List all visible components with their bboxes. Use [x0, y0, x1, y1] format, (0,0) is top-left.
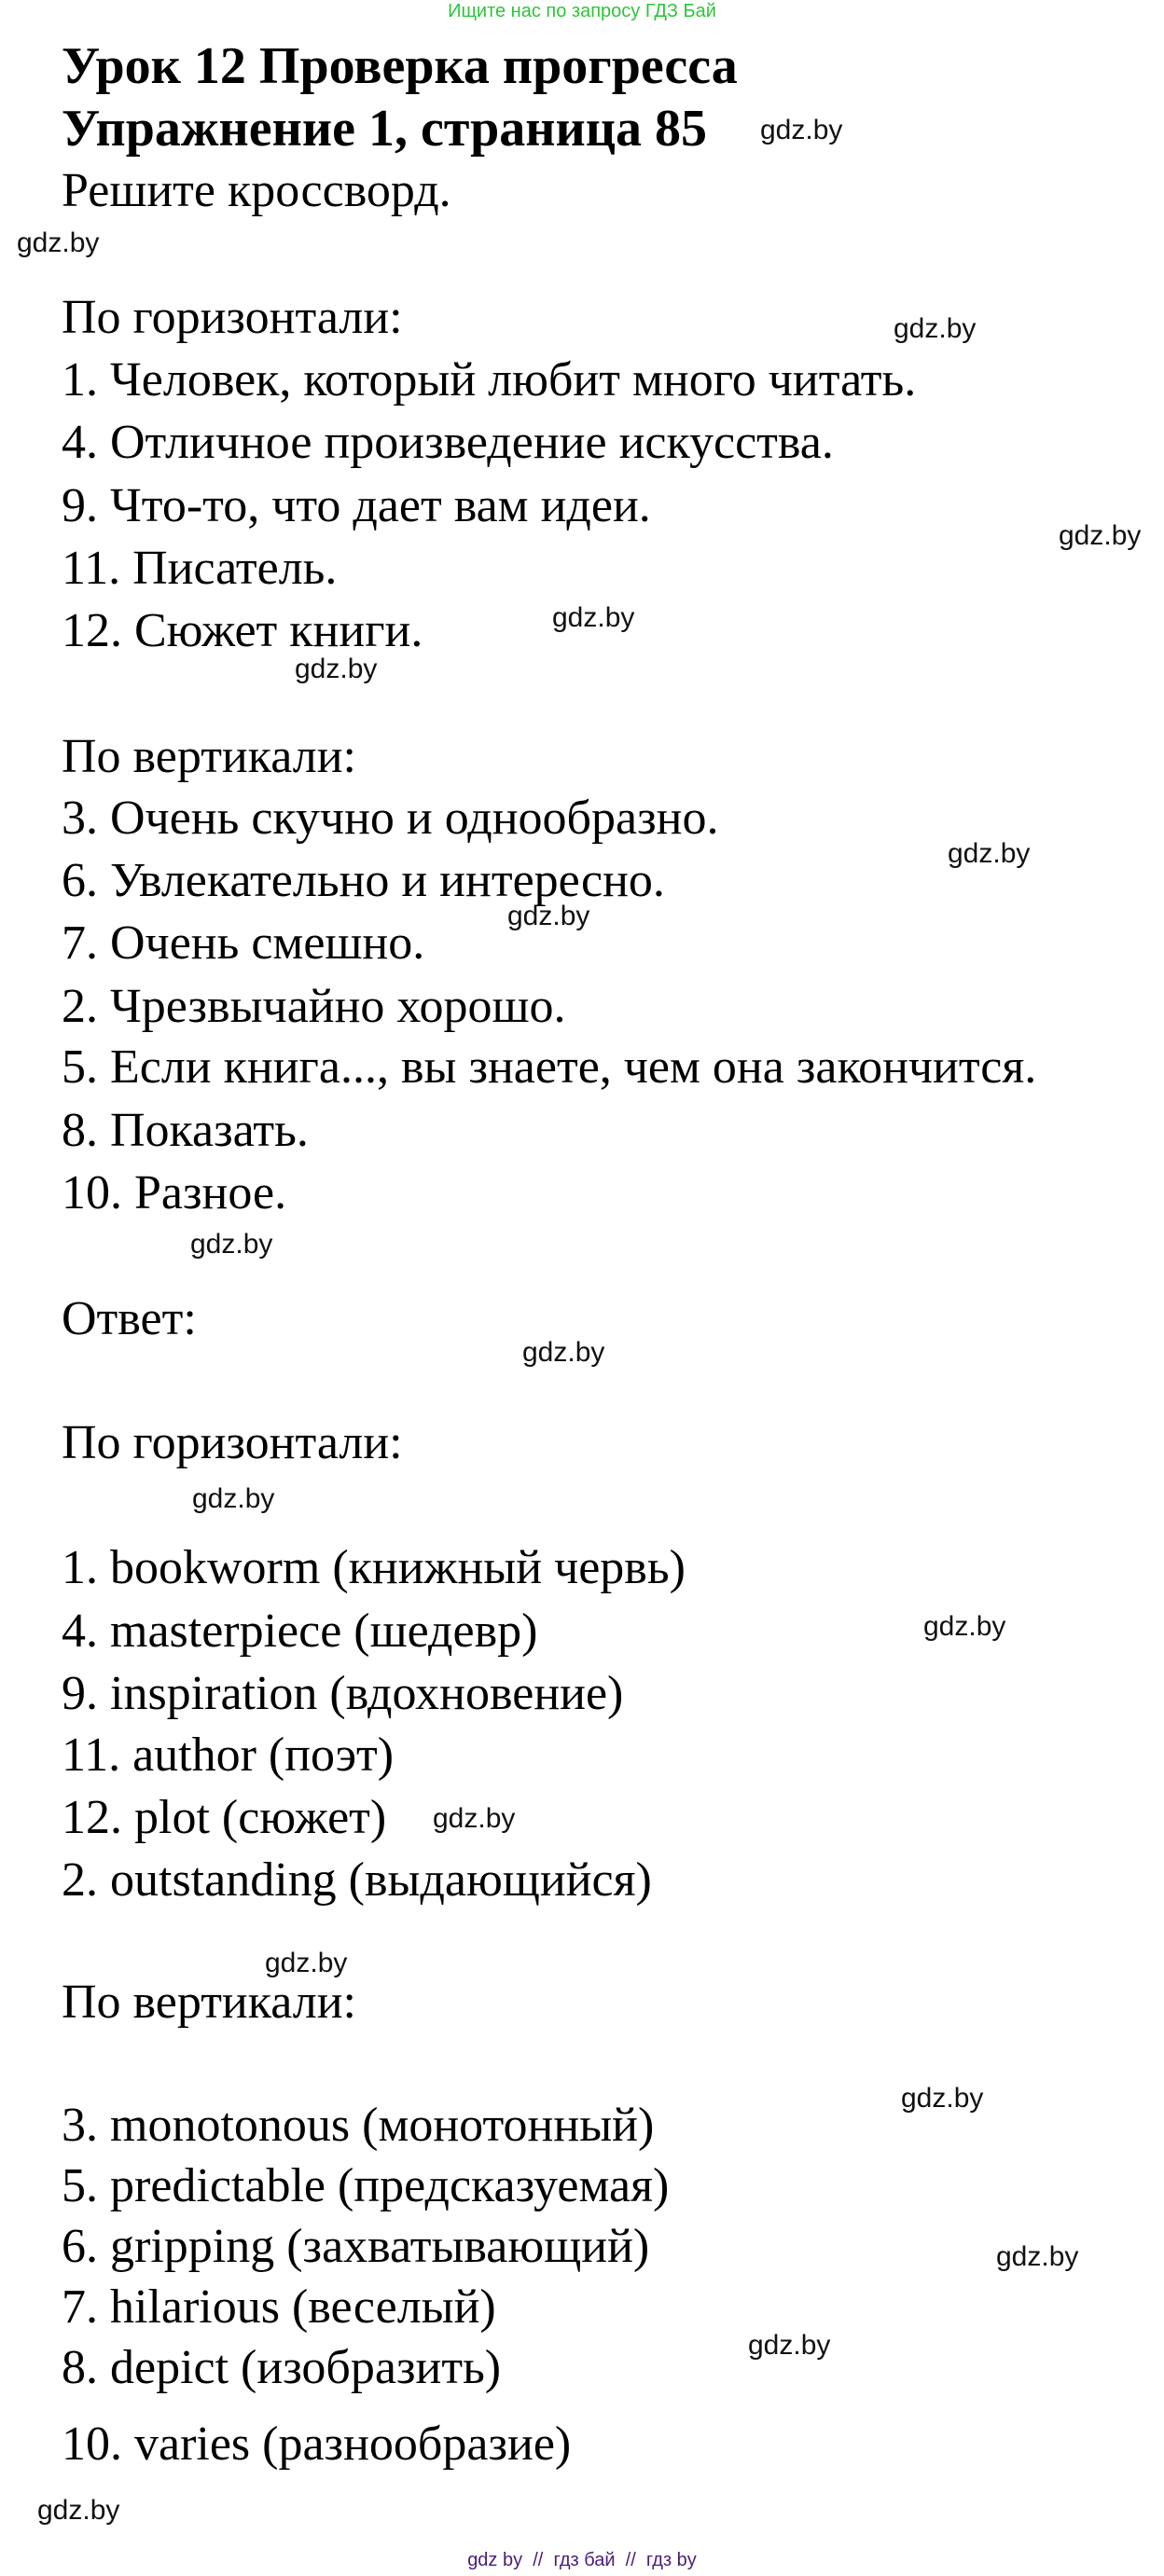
watermark: gdz.by — [948, 838, 1031, 869]
question-across-item: 11. Писатель. — [62, 542, 338, 595]
watermark: gdz.by — [1059, 520, 1142, 551]
question-down-heading: По вертикали: — [62, 730, 356, 783]
watermark: gdz.by — [923, 1611, 1006, 1642]
watermark: gdz.by — [190, 1229, 273, 1260]
answer-down-item: 7. hilarious (веселый) — [62, 2280, 496, 2334]
answer-across-item: 4. masterpiece (шедевр) — [62, 1605, 538, 1658]
answer-across-item: 2. outstanding (выдающийся) — [62, 1853, 652, 1907]
question-across-heading: По горизонтали: — [62, 291, 403, 344]
exercise-subtitle: Упражнение 1, страница 85 — [62, 100, 708, 158]
answer-across-item: 11. author (поэт) — [62, 1729, 395, 1782]
question-down-item: 5. Если книга..., вы знаете, чем она закончится. — [62, 1040, 1037, 1094]
footer-links[interactable]: gdz by // гдз бай // гдз by — [467, 2550, 697, 2570]
watermark: gdz.by — [192, 1483, 275, 1514]
answer-down-item: 6. gripping (захватывающий) — [62, 2220, 650, 2273]
watermark: gdz.by — [17, 227, 100, 258]
task-instruction: Решите кроссворд. — [62, 164, 451, 217]
page-title: Урок 12 Проверка прогресса — [62, 37, 738, 95]
question-across-item: 1. Человек, который любит много читать. — [62, 353, 917, 406]
answer-down-item: 3. monotonous (монотонный) — [62, 2099, 655, 2152]
watermark: gdz.by — [996, 2241, 1079, 2272]
watermark: gdz.by — [507, 901, 590, 931]
answer-down-item: 8. depict (изобразить) — [62, 2341, 502, 2394]
question-across-item: 12. Сюжет книги. — [62, 604, 423, 657]
watermark: gdz.by — [748, 2330, 831, 2361]
watermark: gdz.by — [433, 1803, 516, 1834]
answer-across-item: 9. inspiration (вдохновение) — [62, 1667, 624, 1720]
watermark: gdz.by — [552, 602, 635, 633]
watermark: gdz.by — [760, 115, 843, 145]
watermark: gdz.by — [265, 1948, 348, 1978]
watermark: gdz.by — [522, 1337, 605, 1368]
answer-across-heading: По горизонтали: — [62, 1416, 403, 1469]
question-across-item: 9. Что-то, что дает вам идеи. — [62, 479, 651, 532]
watermark: gdz.by — [894, 313, 977, 344]
question-down-item: 8. Показать. — [62, 1104, 309, 1157]
watermark: gdz.by — [901, 2083, 984, 2114]
watermark: gdz.by — [295, 654, 378, 684]
question-down-item: 2. Чрезвычайно хорошо. — [62, 980, 566, 1033]
answer-across-item: 12. plot (сюжет) — [62, 1791, 387, 1844]
question-across-item: 4. Отличное произведение искусства. — [62, 416, 834, 469]
answer-down-item: 5. predictable (предсказуемая) — [62, 2159, 670, 2212]
answer-heading: Ответ: — [62, 1292, 197, 1345]
question-down-item: 3. Очень скучно и однообразно. — [62, 792, 719, 845]
answer-down-heading: По вертикали: — [62, 1976, 356, 2029]
question-down-item: 7. Очень смешно. — [62, 916, 425, 970]
top-banner[interactable]: Ищите нас по запросу ГДЗ Бай — [448, 1, 716, 21]
question-down-item: 6. Увлекательно и интересно. — [62, 854, 665, 907]
watermark: gdz.by — [37, 2495, 120, 2526]
answer-down-item: 10. varies (разнообразие) — [62, 2418, 572, 2471]
question-down-item: 10. Разное. — [62, 1166, 287, 1219]
answer-across-item: 1. bookworm (книжный червь) — [62, 1541, 686, 1594]
